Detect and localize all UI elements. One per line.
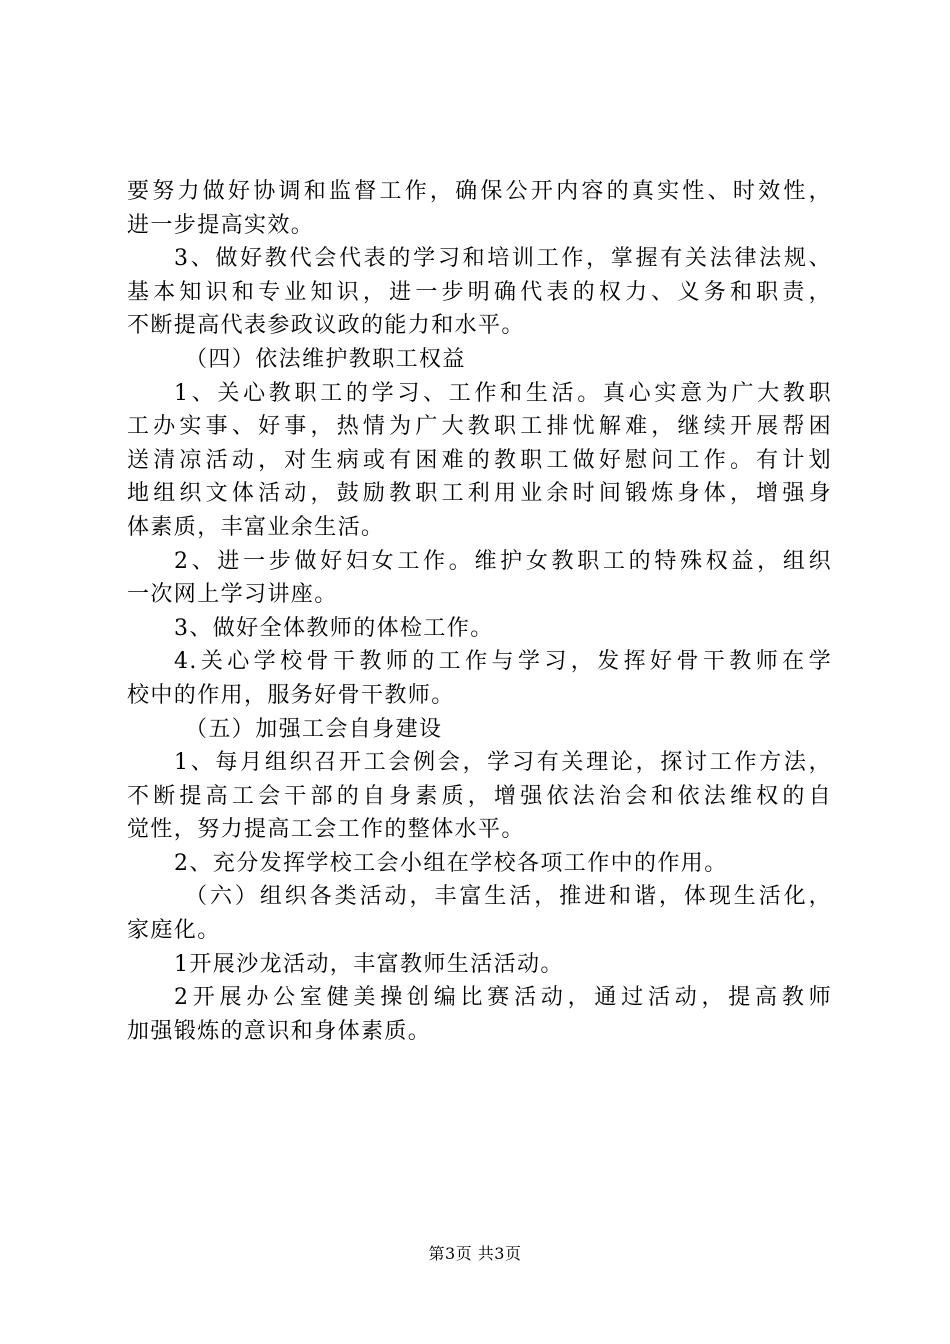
section-heading: （四）依法维护教职工权益: [185, 346, 466, 372]
text-line: 3、做好教代会代表的学习和培训工作，掌握有关法律法规、: [174, 246, 832, 272]
section-heading: （六）组织各类活动，丰富生活，推进和谐，体现生活化，: [185, 884, 832, 910]
text-line: 1开展沙龙活动，丰富教师生活活动。: [174, 951, 564, 977]
text-line: 4.关心学校骨干教师的工作与学习，发挥好骨干教师在学: [174, 649, 832, 675]
text-line: 一次网上学习讲座。: [127, 582, 338, 608]
text-line: 2、充分发挥学校工会小组在学校各项工作中的作用。: [174, 850, 728, 876]
text-line: 工办实事、好事，热情为广大教职工排忧解难，继续开展帮困: [127, 414, 832, 440]
text-line: 3、做好全体教师的体检工作。: [174, 615, 494, 641]
text-line: 进一步提高实效。: [127, 212, 315, 238]
text-line: 觉性，努力提高工会工作的整体水平。: [127, 817, 525, 843]
section-heading: （五）加强工会自身建设: [185, 716, 443, 742]
text-line: 家庭化。: [127, 918, 221, 944]
text-line: 校中的作用，服务好骨干教师。: [127, 682, 455, 708]
text-line: 1、关心教职工的学习、工作和生活。真心实意为广大教职: [174, 380, 832, 406]
page-footer: 第3页 共3页: [428, 1244, 522, 1263]
text-line: 1、每月组织召开工会例会，学习有关理论，探讨工作方法，: [174, 750, 832, 776]
text-line: 2、进一步做好妇女工作。维护女教职工的特殊权益，组织: [174, 548, 832, 574]
text-line: 地组织文体活动，鼓励教职工利用业余时间锻炼身体，增强身: [127, 481, 832, 507]
text-line: 2开展办公室健美操创编比赛活动，通过活动，提高教师: [174, 985, 832, 1011]
text-line: 基本知识和专业知识，进一步明确代表的权力、义务和职责，: [127, 279, 832, 305]
text-line: 要努力做好协调和监督工作，确保公开内容的真实性、时效性，: [127, 179, 832, 204]
text-line: 加强锻炼的意识和身体素质。: [127, 1018, 432, 1044]
body-text: [127, 175, 832, 1048]
text-line: 不断提高工会干部的自身素质，增强依法治会和依法维权的自: [127, 783, 832, 809]
text-line: 体素质，丰富业余生活。: [127, 514, 385, 540]
text-line: 送清凉活动，对生病或有困难的教职工做好慰问工作。有计划: [127, 447, 832, 473]
text-line: 不断提高代表参政议政的能力和水平。: [127, 313, 525, 339]
